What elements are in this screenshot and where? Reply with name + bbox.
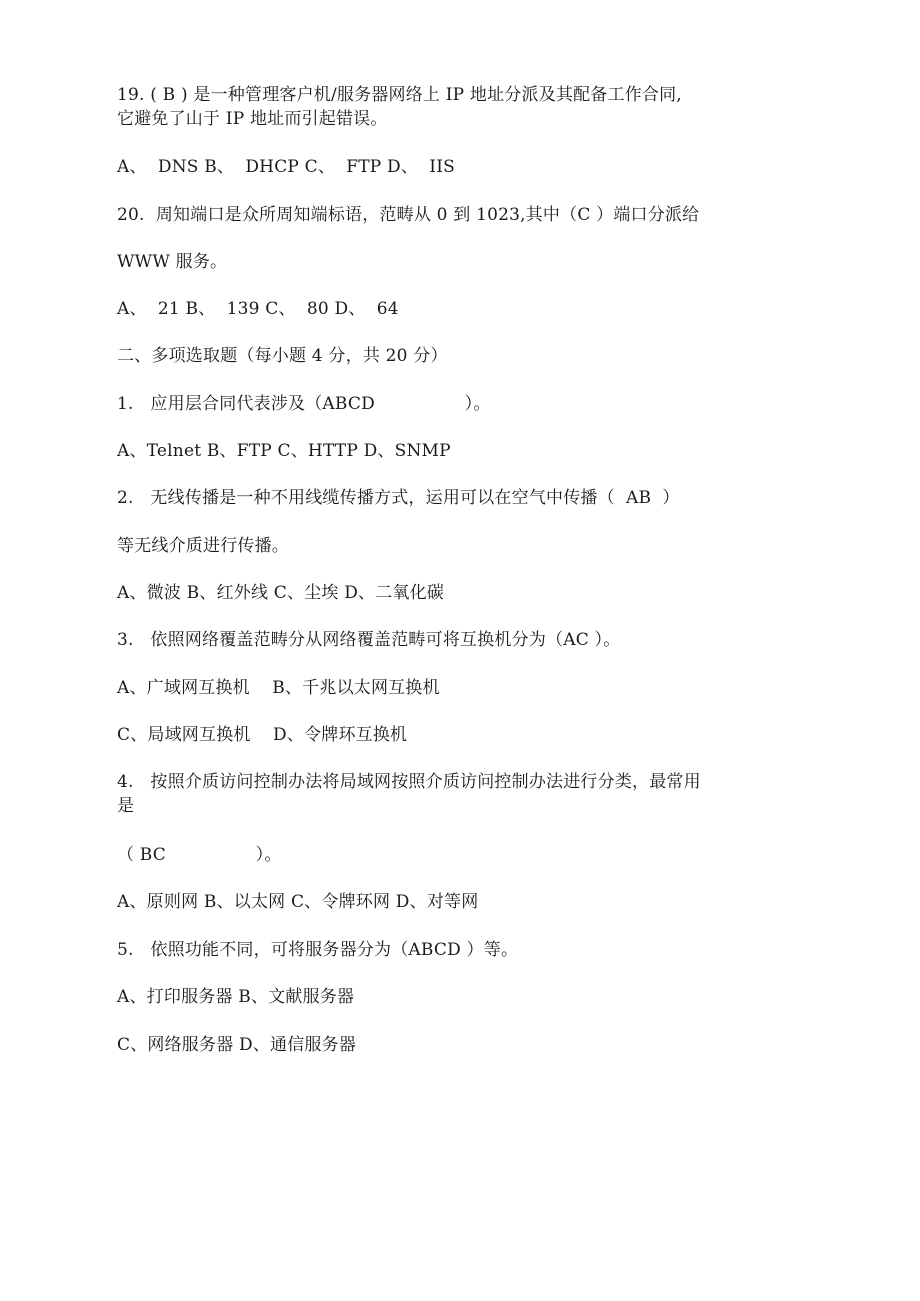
mq5-options-line-1: A、打印服务器 B、文献服务器	[117, 987, 355, 1007]
mq1-options: A、Telnet B、FTP C、HTTP D、SNMP	[117, 441, 451, 461]
q19-stem-line-1: 19. ( B ) 是一种管理客户机/服务器网络上 IP 地址分派及其配备工作合同,	[117, 85, 682, 105]
mq2-options: A、微波 B、红外线 C、尘埃 D、二氧化碳	[117, 583, 445, 603]
q20-stem-line-1: 20. 周知端口是众所周知端标语，范畴从 0 到 1023,其中（C ）端口分派给	[117, 205, 700, 225]
q19-options: A、 DNS B、 DHCP C、 FTP D、 IIS	[117, 157, 455, 177]
mq3-stem: 3. 依照网络覆盖范畴分从网络覆盖范畴可将互换机分为（AC ）。	[117, 630, 621, 650]
q19-stem-line-2: 它避免了山于 IP 地址而引起错误。	[117, 109, 388, 129]
mq4-options: A、原则网 B、以太网 C、令牌环网 D、对等网	[117, 892, 479, 912]
mq1-stem: 1. 应用层合同代表涉及（ABCD ）。	[117, 394, 491, 414]
mq4-answer: （ BC ）。	[117, 845, 282, 865]
mq4-stem-line-1: 4. 按照介质访问控制办法将局域网按照介质访问控制办法进行分类，最常用	[117, 772, 701, 792]
q20-options: A、 21 B、 139 C、 80 D、 64	[117, 299, 399, 319]
mq2-stem-line-1: 2. 无线传播是一种不用线缆传播方式，运用可以在空气中传播（ AB ）	[117, 488, 680, 508]
mq3-options-line-2: C、局域网互换机 D、令牌环互换机	[117, 725, 408, 745]
mq5-options-line-2: C、网络服务器 D、通信服务器	[117, 1035, 357, 1055]
section-heading: 二、多项选取题（每小题 4 分，共 20 分）	[117, 346, 448, 366]
mq5-stem: 5. 依照功能不同，可将服务器分为（ABCD ）等。	[117, 940, 519, 960]
mq2-stem-line-2: 等无线介质进行传播。	[117, 536, 289, 556]
q20-stem-line-2: WWW 服务。	[117, 252, 228, 272]
mq4-stem-line-2: 是	[117, 796, 135, 816]
mq3-options-line-1: A、广域网互换机 B、千兆以太网互换机	[117, 678, 440, 698]
